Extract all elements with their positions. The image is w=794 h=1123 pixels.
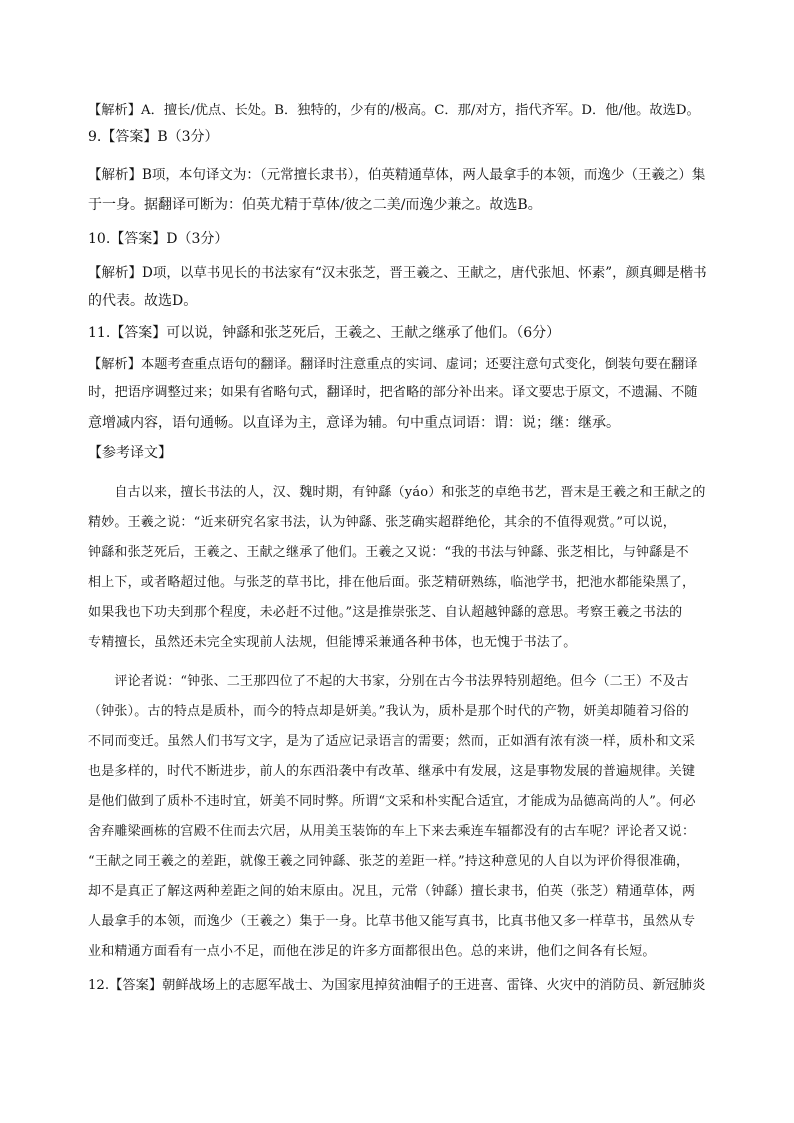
- translation-p2-line7: “王献之同王羲之的差距，就像王羲之同钟繇、张芝的差距一样。”持这种意见的人自以为评价得很准确，: [88, 854, 690, 869]
- translation-p2-line10: 业和精通方面看有一点小不足，而他在涉足的许多方面都很出色。总的来讲，他们之间各有长短。: [88, 944, 656, 959]
- translation-p1-line5: 如果我也下功夫到那个程度，未必赶不过他。”这是推崇张芝、自认超越钟繇的意思。考察王羲之书法的: [88, 605, 683, 620]
- translation-p1-line1: 自古以来，擅长书法的人，汉、魏时期，有钟繇（yáo）和张芝的卓绝书艺，晋末是王羲之和王献之的: [88, 485, 706, 500]
- translation-p2-line9: 人最拿手的本领，而逸少（王羲之）集于一身。比草书他又能写真书，比真书他又多一样草书，虽然从专: [88, 914, 696, 929]
- translation-p2-line2: （钟张）。古的特点是质朴，而今的特点却是妍美。”我认为，质朴是那个时代的产物，妍美却随着习俗的: [88, 704, 690, 719]
- analysis-q9-line2: 于一身。据翻译可断为：伯英尤精于草体/彼之二美/而逸少兼之。故选B。: [88, 197, 542, 213]
- analysis-q9-line1: 【解析】B项，本句译文为：（元常擅长隶书），伯英精通草体，两人最拿手的本领，而逸少（王羲之）集: [88, 167, 706, 183]
- analysis-q11-line3: 意增减内容，语句通畅。以直译为主，意译为辅。句中重点词语：谓：说；继：继承。: [88, 415, 620, 431]
- analysis-q8: 【解析】A．擅长/优点、长处。B．独特的，少有的/极高。C．那/对方，指代齐军。D．他/他。故选D。: [88, 103, 700, 118]
- analysis-q10-line2: 的代表。故选D。: [88, 293, 198, 309]
- translation-p1-line2: 精妙。王羲之说：“近来研究名家书法，认为钟繇、张芝确实超群绝伦，其余的不值得观赏。”可以说，: [88, 515, 676, 530]
- analysis-q10-line1: 【解析】D项，以草书见长的书法家有“汉末张芝，晋王羲之、王献之，唐代张旭、怀素”，颜真卿是楷书: [88, 265, 707, 281]
- translation-p2-line8: 却不是真正了解这两种差距之间的始末原由。况且，元常（钟繇）擅长隶书，伯英（张芝）精通草体，两: [88, 884, 696, 899]
- reference-translation-heading: 【参考译文】: [88, 445, 172, 461]
- translation-p1-line4: 相上下，或者略超过他。与张芝的草书比，排在他后面。张芝精研熟练，临池学书，把池水都能染黑了，: [88, 575, 696, 590]
- analysis-q11-line1: 【解析】本题考查重点语句的翻译。翻译时注意重点的实词、虚词；还要注意句式变化，倒装句要在翻译: [88, 357, 698, 372]
- answer-q11: 11.【答案】可以说，钟繇和张芝死后，王羲之、王献之继承了他们。（6分）: [88, 325, 561, 341]
- answer-q10: 10.【答案】D（3分）: [88, 231, 229, 247]
- translation-p1-line6: 专精擅长，虽然还未完全实现前人法规，但能博采兼通各种书体，也无愧于书法了。: [88, 635, 577, 650]
- translation-p2-line6: 舍弃雕梁画栋的宫殿不住而去穴居，从用美玉装饰的车上下来去乘连车辐都没有的古车呢？评论者又说：: [88, 824, 696, 839]
- translation-p2-line5: 是他们做到了质朴不违时宜，妍美不同时弊。所谓“文采和朴实配合适宜，才能成为品德高尚的人”。何必: [88, 794, 696, 809]
- analysis-q11-line2: 时，把语序调整过来；如果有省略句式，翻译时，把省略的部分补出来。译文要忠于原文，不遗漏、不随: [88, 385, 698, 400]
- answer-q12: 12.【答案】朝鲜战场上的志愿军战士、为国家甩掉贫油帽子的王进喜、雷锋、火灾中的消防员、新冠肺炎: [88, 978, 706, 993]
- translation-p2-line4: 也是多样的，时代不断进步，前人的东西沿袭中有改革、继承中有发展，这是事物发展的普遍规律。关键: [88, 764, 696, 779]
- answer-q9: 9.【答案】B（3分）: [88, 129, 219, 145]
- translation-p2-line1: 评论者说：“钟张、二王那四位了不起的大书家，分别在古今书法界特别超绝。但今（二王）不及古: [88, 674, 689, 689]
- translation-p1-line3: 钟繇和张芝死后，王羲之、王献之继承了他们。王羲之又说：“我的书法与钟繇、张芝相比，与钟繇是不: [88, 545, 689, 560]
- translation-p2-line3: 不同而变迁。虽然人们书写文字，是为了适应记录语言的需要；然而，正如酒有浓有淡一样，质朴和文采: [88, 734, 696, 749]
